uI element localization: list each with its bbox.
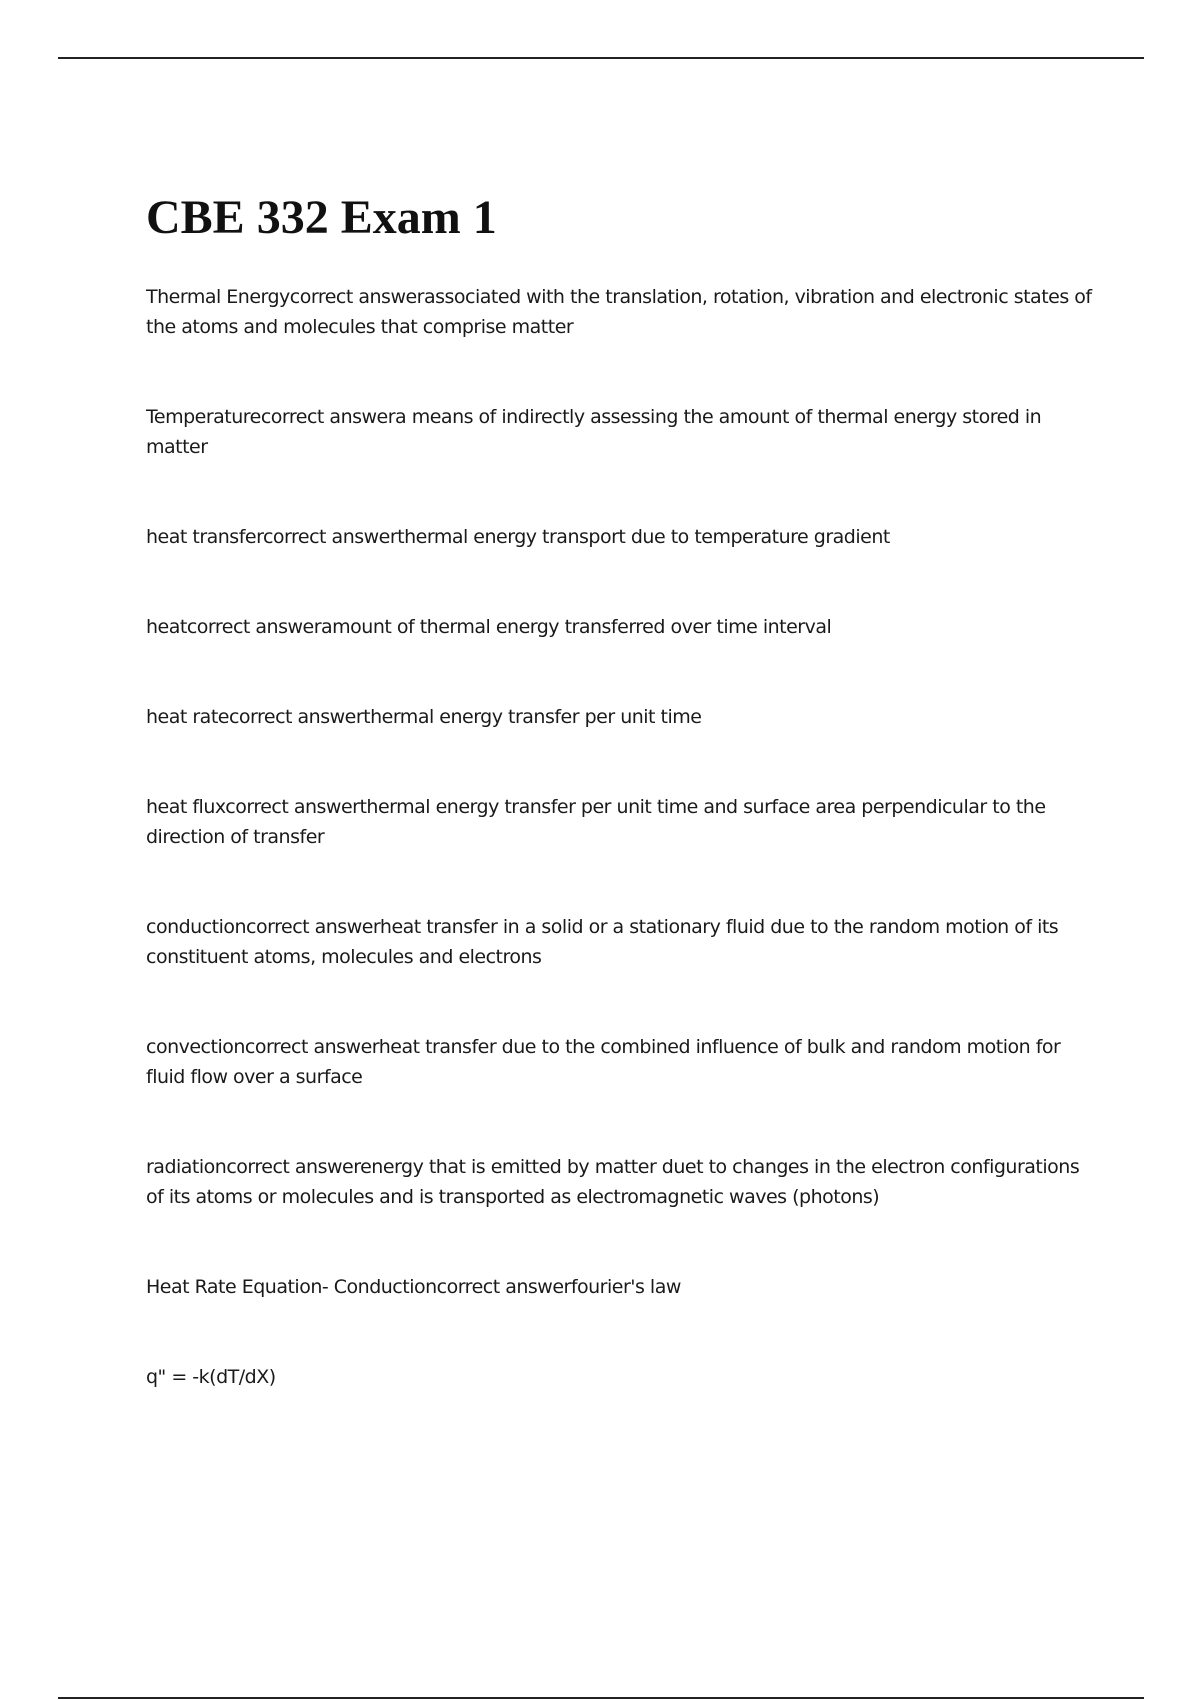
entry-heat-transfer: heat transfercorrect answerthermal energy transport due to temperature gradient [146, 526, 890, 548]
entry-heat-flux: heat fluxcorrect answerthermal energy transfer per unit time and surface area perpendicular to the direction of transfer [146, 796, 1046, 848]
formula-fourier: q" = -k(dT/dX) [146, 1366, 276, 1388]
entry-heat-rate-equation: Heat Rate Equation- Conductioncorrect answerfourier's law [146, 1276, 681, 1298]
entry-conduction: conductioncorrect answerheat transfer in a solid or a stationary fluid due to the random motion of its constituent atoms, molecules and electrons [146, 916, 1059, 968]
page-title: CBE 332 Exam 1 [146, 191, 497, 244]
entry-temperature: Temperaturecorrect answera means of indirectly assessing the amount of thermal energy stored in matter [146, 406, 1042, 458]
entry-convection: convectioncorrect answerheat transfer due to the combined influence of bulk and random motion for fluid flow over a surface [146, 1036, 1061, 1088]
entry-radiation: radiationcorrect answerenergy that is emitted by matter duet to changes in the electron configurations of its atoms or molecules and is transported as electromagnetic waves (photons) [146, 1156, 1080, 1208]
document-body [146, 190, 1094, 1392]
entry-heat-rate: heat ratecorrect answerthermal energy transfer per unit time [146, 706, 702, 728]
entry-thermal-energy: Thermal Energycorrect answerassociated with the translation, rotation, vibration and electronic states of the atoms and molecules that comprise matter [146, 286, 1092, 338]
entry-heat: heatcorrect answeramount of thermal energy transferred over time interval [146, 616, 832, 638]
bottom-rule [58, 1697, 1144, 1699]
top-rule [58, 57, 1144, 59]
